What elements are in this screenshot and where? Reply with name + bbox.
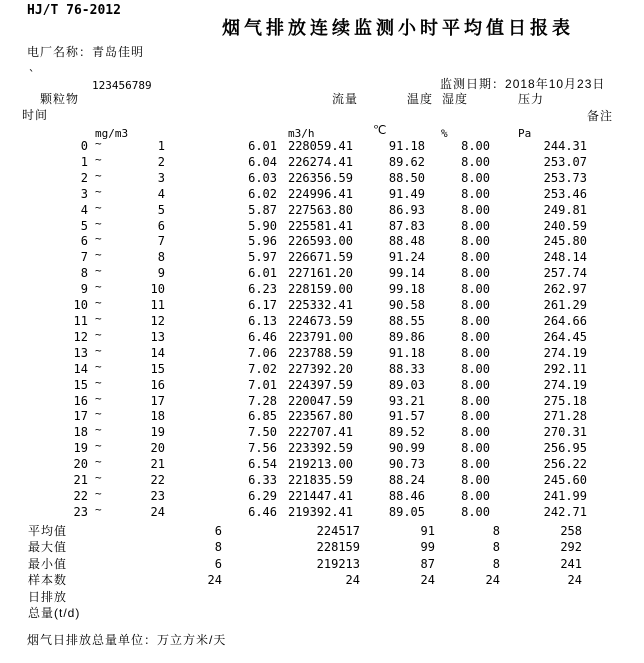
table-row <box>20 219 587 235</box>
footer-note <box>27 634 226 647</box>
tilde-separator: ~ <box>95 343 102 357</box>
col-header-temp: 温度 <box>407 92 434 106</box>
cell-start-hour: 21 <box>73 473 88 488</box>
cell-pressure: 261.29 <box>543 298 587 313</box>
table-row <box>20 362 587 378</box>
cell-flow: 223788.59 <box>287 345 353 360</box>
cell-humidity: 8.00 <box>461 298 490 313</box>
cell-flow: 225581.41 <box>287 218 353 233</box>
cell-dust: 6.23 <box>248 282 277 297</box>
table-row <box>20 489 587 505</box>
cell-flow: 228159.00 <box>287 282 353 297</box>
summary-temp: 87 <box>420 556 435 571</box>
unit-humidity: % <box>441 127 448 140</box>
summary-flow: 228159 <box>316 540 360 555</box>
unit-dust: mg/m3 <box>95 127 129 140</box>
cell-pressure: 262.97 <box>543 282 587 297</box>
cell-end-hour: 23 <box>150 488 165 503</box>
cell-flow: 221447.41 <box>287 488 353 503</box>
cell-humidity: 8.00 <box>461 282 490 297</box>
table-row <box>20 282 587 298</box>
summary-row <box>20 589 582 605</box>
col-header-humidity: 湿度 <box>442 92 469 106</box>
unit-flow: m3/h <box>288 127 315 140</box>
footer-note-value: 万立方米/天 <box>157 633 227 647</box>
tilde-separator: ~ <box>95 407 102 421</box>
cell-humidity: 8.00 <box>461 504 490 519</box>
table-row <box>20 250 587 266</box>
cell-start-hour: 13 <box>73 345 88 360</box>
summary-temp: 99 <box>420 540 435 555</box>
cell-end-hour: 10 <box>150 282 165 297</box>
tilde-separator: ~ <box>95 200 102 214</box>
table-row <box>20 346 587 362</box>
cell-end-hour: 19 <box>150 425 165 440</box>
cell-dust: 6.02 <box>248 186 277 201</box>
cell-flow: 220047.59 <box>287 393 353 408</box>
cell-end-hour: 8 <box>157 250 165 265</box>
cell-temp: 88.33 <box>388 361 425 376</box>
cell-end-hour: 24 <box>150 504 165 519</box>
cell-dust: 5.97 <box>248 250 277 265</box>
summary-humidity: 8 <box>492 524 500 538</box>
col-header-flow: 流量 <box>332 92 359 106</box>
cell-pressure: 271.28 <box>543 409 587 424</box>
cell-temp: 91.18 <box>388 139 425 153</box>
cell-flow: 224673.59 <box>287 313 353 328</box>
table-row <box>20 298 587 314</box>
cell-temp: 89.52 <box>388 425 425 440</box>
cell-end-hour: 14 <box>150 345 165 360</box>
cell-start-hour: 8 <box>80 266 88 281</box>
cell-flow: 223567.80 <box>287 409 353 424</box>
cell-start-hour: 3 <box>80 186 88 201</box>
col-header-remark: 备注 <box>587 109 614 123</box>
summary-humidity <box>435 589 500 605</box>
cell-dust: 6.46 <box>248 504 277 519</box>
cell-temp: 90.73 <box>388 457 425 472</box>
cell-flow: 224996.41 <box>287 186 353 201</box>
unit-temp: ℃ <box>373 123 388 137</box>
tilde-separator: ~ <box>95 327 102 341</box>
tick-mark: ` <box>28 68 36 82</box>
col-header-pressure: 压力 <box>518 92 545 106</box>
cell-flow: 228059.41 <box>287 139 353 153</box>
cell-dust: 6.17 <box>248 298 277 313</box>
monitor-date-label: 监测日期： <box>440 77 506 91</box>
cell-temp: 88.55 <box>388 313 425 328</box>
cell-start-hour: 22 <box>73 488 88 503</box>
cell-pressure: 274.19 <box>543 345 587 360</box>
tilde-separator: ~ <box>95 311 102 325</box>
cell-start-hour: 9 <box>80 282 88 297</box>
cell-humidity: 8.00 <box>461 313 490 328</box>
summary-table <box>20 523 582 621</box>
cell-end-hour: 21 <box>150 457 165 472</box>
cell-temp: 90.99 <box>388 441 425 456</box>
table-row <box>20 457 587 473</box>
cell-end-hour: 6 <box>157 218 165 233</box>
standard-code: HJ/T 76-2012 <box>27 3 121 18</box>
serial-number: 123456789 <box>92 79 152 92</box>
summary-pressure: 241 <box>560 556 582 571</box>
cell-flow: 227161.20 <box>287 266 353 281</box>
tilde-separator: ~ <box>95 137 102 150</box>
summary-label: 日排放 <box>28 589 68 604</box>
cell-start-hour: 18 <box>73 425 88 440</box>
cell-dust: 6.85 <box>248 409 277 424</box>
cell-humidity: 8.00 <box>461 457 490 472</box>
tilde-separator: ~ <box>95 359 102 373</box>
summary-temp: 91 <box>420 524 435 538</box>
summary-flow <box>222 605 360 621</box>
cell-pressure: 292.11 <box>543 361 587 376</box>
summary-row <box>20 556 582 572</box>
cell-pressure: 264.66 <box>543 313 587 328</box>
cell-pressure: 264.45 <box>543 329 587 344</box>
cell-humidity: 8.00 <box>461 488 490 503</box>
cell-end-hour: 4 <box>157 186 165 201</box>
cell-dust: 6.13 <box>248 313 277 328</box>
cell-temp: 88.24 <box>388 473 425 488</box>
tilde-separator: ~ <box>95 486 102 500</box>
summary-temp <box>360 605 435 621</box>
plant-name-line <box>27 46 144 59</box>
cell-end-hour: 20 <box>150 441 165 456</box>
cell-flow: 223392.59 <box>287 441 353 456</box>
summary-label: 最小值 <box>28 556 68 571</box>
monitor-date-value: 2018年10月23日 <box>505 77 606 91</box>
unit-pressure: Pa <box>518 127 532 140</box>
cell-pressure: 241.99 <box>543 488 587 503</box>
cell-flow: 222707.41 <box>287 425 353 440</box>
cell-temp: 89.05 <box>388 504 425 519</box>
tilde-separator: ~ <box>95 296 102 310</box>
cell-flow: 226274.41 <box>287 154 353 169</box>
cell-start-hour: 16 <box>73 393 88 408</box>
cell-dust: 7.28 <box>248 393 277 408</box>
summary-label: 总量(t/d) <box>28 606 81 621</box>
tilde-separator: ~ <box>95 216 102 230</box>
cell-humidity: 8.00 <box>461 154 490 169</box>
cell-dust: 6.01 <box>248 266 277 281</box>
cell-humidity: 8.00 <box>461 425 490 440</box>
cell-pressure: 270.31 <box>543 425 587 440</box>
cell-start-hour: 0 <box>80 139 88 153</box>
cell-humidity: 8.00 <box>461 409 490 424</box>
cell-dust: 6.54 <box>248 457 277 472</box>
cell-temp: 91.49 <box>388 186 425 201</box>
footer-note-label: 烟气日排放总量单位： <box>27 633 158 647</box>
tilde-separator: ~ <box>95 264 102 278</box>
cell-dust: 7.50 <box>248 425 277 440</box>
summary-dust <box>160 589 222 605</box>
cell-dust: 6.29 <box>248 488 277 503</box>
tilde-separator: ~ <box>95 455 102 469</box>
cell-pressure: 256.95 <box>543 441 587 456</box>
cell-humidity: 8.00 <box>461 473 490 488</box>
cell-dust: 6.03 <box>248 170 277 185</box>
summary-label: 平均值 <box>28 524 68 538</box>
cell-start-hour: 20 <box>73 457 88 472</box>
cell-dust: 6.33 <box>248 473 277 488</box>
cell-flow: 227563.80 <box>287 202 353 217</box>
cell-start-hour: 2 <box>80 170 88 185</box>
table-row <box>20 171 587 187</box>
table-row <box>20 330 587 346</box>
cell-flow: 219213.00 <box>287 457 353 472</box>
cell-dust: 5.87 <box>248 202 277 217</box>
table-row <box>20 505 587 521</box>
tilde-separator: ~ <box>95 184 102 198</box>
cell-dust: 5.90 <box>248 218 277 233</box>
cell-end-hour: 17 <box>150 393 165 408</box>
cell-pressure: 240.59 <box>543 218 587 233</box>
summary-temp <box>360 589 435 605</box>
cell-temp: 91.18 <box>388 345 425 360</box>
cell-start-hour: 4 <box>80 202 88 217</box>
cell-flow: 226593.00 <box>287 234 353 249</box>
cell-end-hour: 12 <box>150 313 165 328</box>
table-row <box>20 234 587 250</box>
cell-dust: 6.46 <box>248 329 277 344</box>
cell-humidity: 8.00 <box>461 202 490 217</box>
cell-temp: 86.93 <box>388 202 425 217</box>
cell-flow: 227392.20 <box>287 361 353 376</box>
tilde-separator: ~ <box>95 471 102 485</box>
table-row <box>20 409 587 425</box>
table-row <box>20 473 587 489</box>
cell-flow: 226671.59 <box>287 250 353 265</box>
cell-start-hour: 5 <box>80 218 88 233</box>
cell-temp: 88.48 <box>388 234 425 249</box>
summary-label: 样本数 <box>28 573 68 588</box>
cell-humidity: 8.00 <box>461 361 490 376</box>
cell-end-hour: 11 <box>150 298 165 313</box>
summary-dust: 6 <box>214 556 222 571</box>
cell-flow: 224397.59 <box>287 377 353 392</box>
tilde-separator: ~ <box>95 248 102 262</box>
table-row <box>20 187 587 203</box>
cell-humidity: 8.00 <box>461 139 490 153</box>
cell-dust: 6.04 <box>248 154 277 169</box>
summary-humidity: 24 <box>485 573 500 588</box>
summary-dust: 8 <box>214 540 222 555</box>
summary-pressure <box>500 589 582 605</box>
cell-temp: 90.58 <box>388 298 425 313</box>
cell-pressure: 249.81 <box>543 202 587 217</box>
cell-start-hour: 11 <box>73 313 88 328</box>
cell-pressure: 253.73 <box>543 170 587 185</box>
cell-pressure: 248.14 <box>543 250 587 265</box>
cell-temp: 91.57 <box>388 409 425 424</box>
cell-start-hour: 6 <box>80 234 88 249</box>
cell-start-hour: 10 <box>73 298 88 313</box>
cell-dust: 6.01 <box>248 139 277 153</box>
cell-flow: 223791.00 <box>287 329 353 344</box>
summary-flow: 224517 <box>316 524 360 538</box>
cell-pressure: 253.46 <box>543 186 587 201</box>
cell-start-hour: 12 <box>73 329 88 344</box>
hourly-data-table <box>20 139 587 521</box>
cell-pressure: 275.18 <box>543 393 587 408</box>
cell-dust: 7.02 <box>248 361 277 376</box>
summary-flow <box>222 589 360 605</box>
cell-start-hour: 1 <box>80 154 88 169</box>
tilde-separator: ~ <box>95 152 102 166</box>
cell-temp: 99.14 <box>388 266 425 281</box>
summary-dust <box>160 605 222 621</box>
cell-dust: 7.56 <box>248 441 277 456</box>
tilde-separator: ~ <box>95 439 102 453</box>
plant-name-label: 电厂名称： <box>27 45 93 59</box>
tilde-separator: ~ <box>95 280 102 294</box>
table-row <box>20 314 587 330</box>
tilde-separator: ~ <box>95 375 102 389</box>
tilde-separator: ~ <box>95 168 102 182</box>
table-row <box>20 441 587 457</box>
cell-pressure: 274.19 <box>543 377 587 392</box>
cell-temp: 93.21 <box>388 393 425 408</box>
cell-pressure: 242.71 <box>543 504 587 519</box>
cell-dust: 7.06 <box>248 345 277 360</box>
cell-dust: 7.01 <box>248 377 277 392</box>
cell-humidity: 8.00 <box>461 186 490 201</box>
cell-flow: 226356.59 <box>287 170 353 185</box>
cell-end-hour: 18 <box>150 409 165 424</box>
cell-pressure: 245.60 <box>543 473 587 488</box>
cell-temp: 91.24 <box>388 250 425 265</box>
cell-temp: 89.86 <box>388 329 425 344</box>
cell-temp: 88.50 <box>388 170 425 185</box>
cell-temp: 99.18 <box>388 282 425 297</box>
table-row <box>20 139 587 155</box>
cell-flow: 221835.59 <box>287 473 353 488</box>
cell-humidity: 8.00 <box>461 345 490 360</box>
summary-temp: 24 <box>420 573 435 588</box>
table-row <box>20 155 587 171</box>
cell-pressure: 245.80 <box>543 234 587 249</box>
table-row <box>20 425 587 441</box>
cell-start-hour: 19 <box>73 441 88 456</box>
tilde-separator: ~ <box>95 391 102 405</box>
cell-end-hour: 22 <box>150 473 165 488</box>
cell-humidity: 8.00 <box>461 377 490 392</box>
cell-end-hour: 3 <box>157 170 165 185</box>
cell-end-hour: 9 <box>157 266 165 281</box>
cell-end-hour: 7 <box>157 234 165 249</box>
cell-pressure: 244.31 <box>543 139 587 153</box>
cell-start-hour: 23 <box>73 504 88 519</box>
col-header-dust: 颗粒物 <box>40 92 80 106</box>
cell-start-hour: 14 <box>73 361 88 376</box>
summary-label: 最大值 <box>28 540 68 555</box>
cell-humidity: 8.00 <box>461 250 490 265</box>
cell-dust: 5.96 <box>248 234 277 249</box>
cell-start-hour: 15 <box>73 377 88 392</box>
cell-pressure: 253.07 <box>543 154 587 169</box>
table-row <box>20 378 587 394</box>
summary-pressure <box>500 605 582 621</box>
summary-row <box>20 572 582 588</box>
cell-start-hour: 17 <box>73 409 88 424</box>
table-row <box>20 266 587 282</box>
summary-flow: 219213 <box>316 556 360 571</box>
summary-dust: 24 <box>207 573 222 588</box>
cell-end-hour: 13 <box>150 329 165 344</box>
cell-flow: 225332.41 <box>287 298 353 313</box>
cell-pressure: 257.74 <box>543 266 587 281</box>
tilde-separator: ~ <box>95 502 102 516</box>
plant-name-value: 青岛佳明 <box>92 45 145 59</box>
cell-temp: 89.62 <box>388 154 425 169</box>
cell-humidity: 8.00 <box>461 266 490 281</box>
summary-dust: 6 <box>214 524 222 538</box>
cell-start-hour: 7 <box>80 250 88 265</box>
cell-temp: 88.46 <box>388 488 425 503</box>
cell-end-hour: 2 <box>157 154 165 169</box>
summary-row <box>20 605 582 621</box>
table-row <box>20 394 587 410</box>
summary-row <box>20 523 582 539</box>
cell-temp: 87.83 <box>388 218 425 233</box>
summary-pressure: 24 <box>567 573 582 588</box>
cell-end-hour: 1 <box>157 139 165 153</box>
cell-end-hour: 5 <box>157 202 165 217</box>
summary-flow: 24 <box>345 573 360 588</box>
cell-temp: 89.03 <box>388 377 425 392</box>
summary-humidity <box>435 605 500 621</box>
tilde-separator: ~ <box>95 423 102 437</box>
cell-end-hour: 16 <box>150 377 165 392</box>
tilde-separator: ~ <box>95 232 102 246</box>
summary-pressure: 258 <box>560 524 582 538</box>
summary-humidity: 8 <box>492 556 500 571</box>
summary-pressure: 292 <box>560 540 582 555</box>
cell-humidity: 8.00 <box>461 329 490 344</box>
col-header-time: 时间 <box>22 108 49 122</box>
monitor-date-line <box>440 78 605 91</box>
summary-row <box>20 539 582 555</box>
cell-humidity: 8.00 <box>461 234 490 249</box>
cell-end-hour: 15 <box>150 361 165 376</box>
cell-pressure: 256.22 <box>543 457 587 472</box>
cell-humidity: 8.00 <box>461 393 490 408</box>
cell-humidity: 8.00 <box>461 441 490 456</box>
table-row <box>20 203 587 219</box>
report-title: 烟气排放连续监测小时平均值日报表 <box>222 18 574 38</box>
cell-humidity: 8.00 <box>461 218 490 233</box>
cell-flow: 219392.41 <box>287 504 353 519</box>
cell-humidity: 8.00 <box>461 170 490 185</box>
summary-humidity: 8 <box>492 540 500 555</box>
